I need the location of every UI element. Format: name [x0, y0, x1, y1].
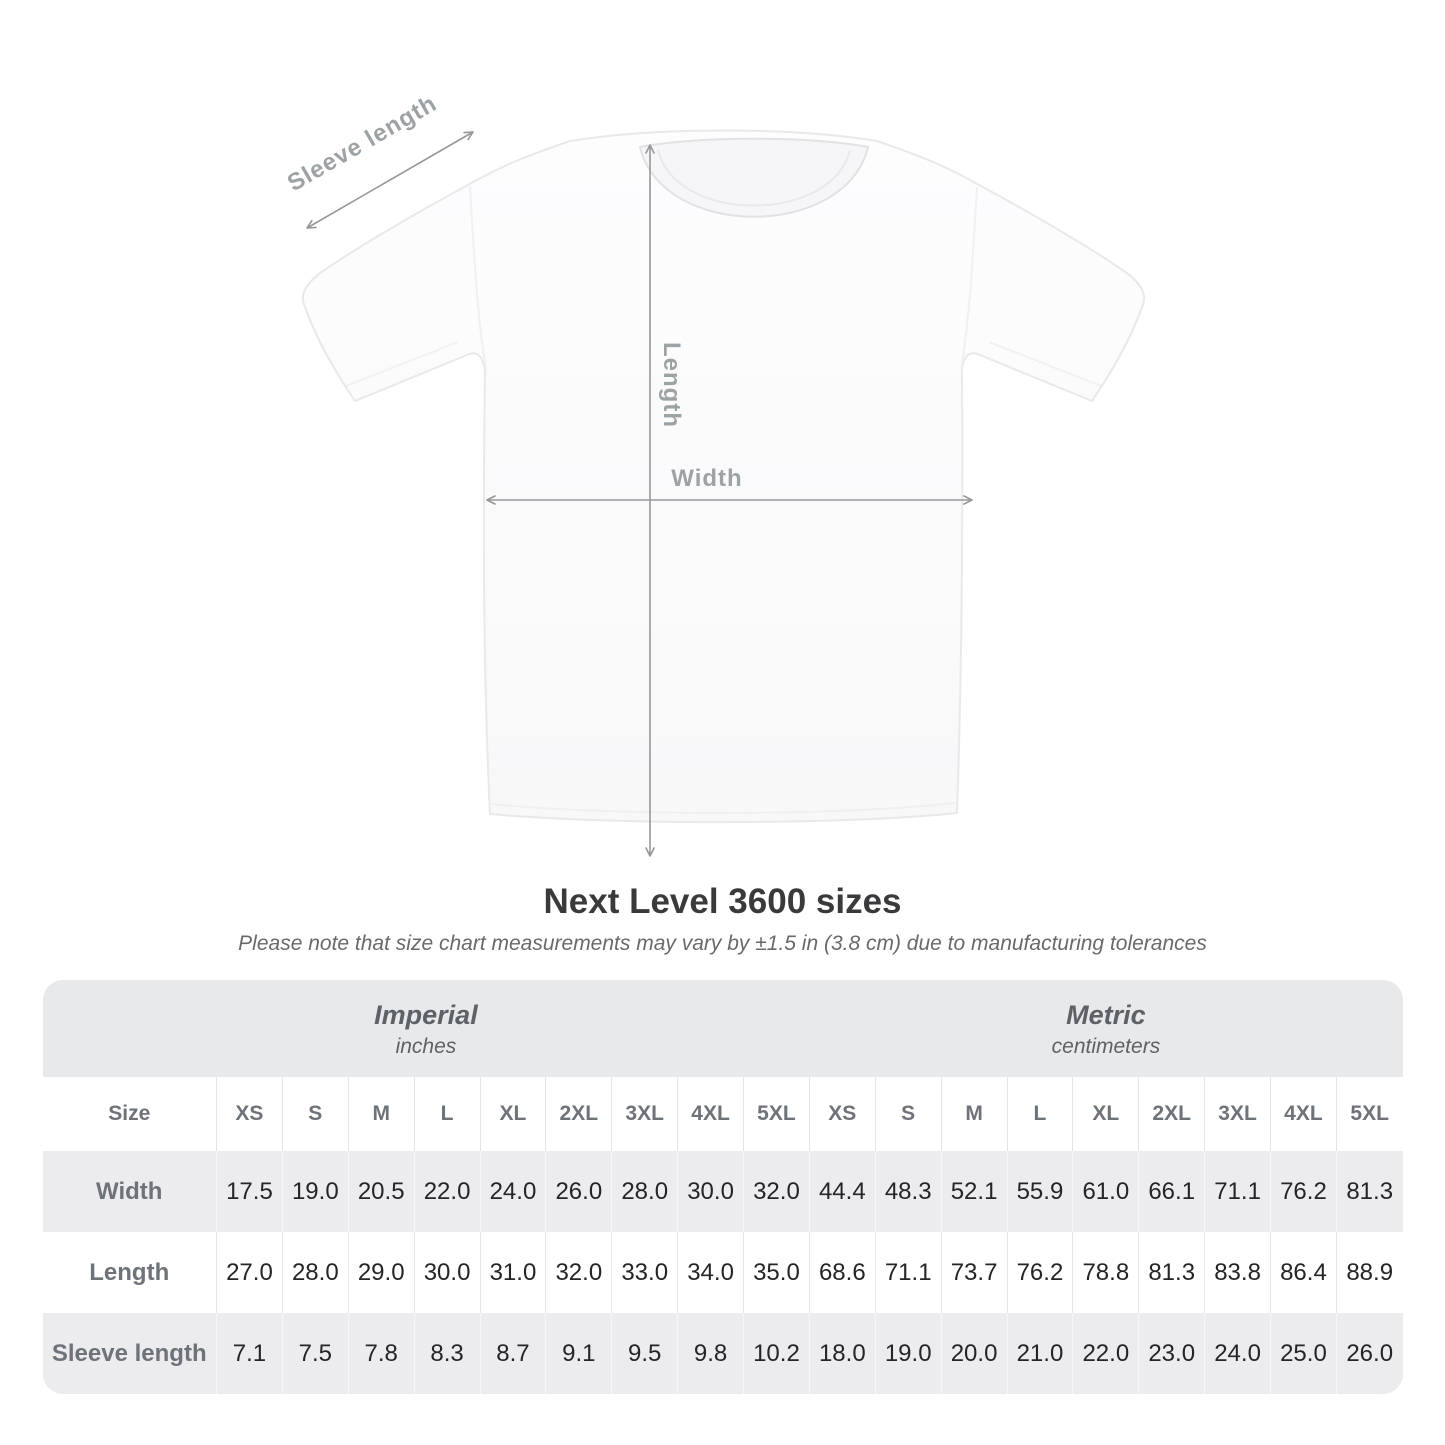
col-header: XL — [480, 1077, 546, 1151]
table-cell: 20.5 — [348, 1151, 414, 1232]
table-cell: 25.0 — [1271, 1313, 1337, 1394]
table-cell: 30.0 — [678, 1151, 744, 1232]
table-cell: 29.0 — [348, 1232, 414, 1313]
table-cell: 24.0 — [480, 1151, 546, 1232]
imperial-label: Imperial — [374, 999, 478, 1030]
metric-group-header — [809, 980, 1402, 1077]
table-cell: 73.7 — [941, 1232, 1007, 1313]
metric-label: Metric — [1066, 999, 1146, 1030]
table-cell: 9.8 — [678, 1313, 744, 1394]
table-cell: 22.0 — [1073, 1313, 1139, 1394]
table-cell: 20.0 — [941, 1313, 1007, 1394]
col-header: M — [941, 1077, 1007, 1151]
length-row — [43, 1232, 1403, 1313]
table-cell: 19.0 — [282, 1151, 348, 1232]
table-cell: 31.0 — [480, 1232, 546, 1313]
table-cell: 32.0 — [546, 1232, 612, 1313]
sleeve-length-row — [43, 1313, 1403, 1394]
table-cell: 76.2 — [1271, 1151, 1337, 1232]
col-header: 4XL — [1271, 1077, 1337, 1151]
table-cell: 33.0 — [612, 1232, 678, 1313]
table-cell: 7.5 — [282, 1313, 348, 1394]
table-cell: 34.0 — [678, 1232, 744, 1313]
table-cell: 71.1 — [1205, 1151, 1271, 1232]
table-cell: 76.2 — [1007, 1232, 1073, 1313]
unit-group-header-row — [43, 980, 1403, 1077]
table-cell: 78.8 — [1073, 1232, 1139, 1313]
table-cell: 61.0 — [1073, 1151, 1139, 1232]
col-header: 5XL — [1336, 1077, 1402, 1151]
table-cell: 22.0 — [414, 1151, 480, 1232]
metric-unit: centimeters — [1051, 1034, 1161, 1058]
size-header-row — [43, 1077, 1403, 1151]
table-cell: 24.0 — [1205, 1313, 1271, 1394]
table-cell: 8.7 — [480, 1313, 546, 1394]
table-cell: 23.0 — [1139, 1313, 1205, 1394]
table-cell: 21.0 — [1007, 1313, 1073, 1394]
table-cell: 71.1 — [875, 1232, 941, 1313]
table-cell: 26.0 — [546, 1151, 612, 1232]
table-cell: 19.0 — [875, 1313, 941, 1394]
col-header: XS — [809, 1077, 875, 1151]
col-header: XL — [1073, 1077, 1139, 1151]
table-cell: 81.3 — [1139, 1232, 1205, 1313]
size-chart-table-container — [43, 980, 1403, 1394]
row-label: Sleeve length — [43, 1313, 217, 1394]
table-cell: 9.5 — [612, 1313, 678, 1394]
table-cell: 86.4 — [1271, 1232, 1337, 1313]
imperial-unit: inches — [395, 1034, 457, 1058]
table-cell: 8.3 — [414, 1313, 480, 1394]
row-label: Length — [43, 1232, 217, 1313]
col-header: 3XL — [1205, 1077, 1271, 1151]
table-cell: 81.3 — [1336, 1151, 1402, 1232]
length-arrow-label: Length — [658, 342, 685, 428]
table-cell: 18.0 — [809, 1313, 875, 1394]
page-title: Next Level 3600 sizes — [543, 882, 902, 921]
table-cell: 10.2 — [744, 1313, 810, 1394]
col-header: S — [875, 1077, 941, 1151]
col-header: 2XL — [1139, 1077, 1205, 1151]
table-cell: 52.1 — [941, 1151, 1007, 1232]
sleeve-length-arrow-label: Sleeve length — [282, 89, 442, 198]
table-cell: 44.4 — [809, 1151, 875, 1232]
table-cell: 32.0 — [744, 1151, 810, 1232]
col-header: 4XL — [678, 1077, 744, 1151]
col-header: L — [414, 1077, 480, 1151]
width-arrow-label: Width — [671, 465, 743, 492]
col-header: 5XL — [744, 1077, 810, 1151]
table-cell: 28.0 — [612, 1151, 678, 1232]
table-cell: 83.8 — [1205, 1232, 1271, 1313]
table-cell: 17.5 — [217, 1151, 283, 1232]
table-cell: 48.3 — [875, 1151, 941, 1232]
table-cell: 7.8 — [348, 1313, 414, 1394]
row-label: Width — [43, 1151, 217, 1232]
table-cell: 9.1 — [546, 1313, 612, 1394]
tolerance-note: Please note that size chart measurements may vary by ±1.5 in (3.8 cm) due to manufacturing tolerances — [238, 932, 1207, 956]
table-cell: 27.0 — [217, 1232, 283, 1313]
size-chart-table — [43, 980, 1403, 1394]
col-header: M — [348, 1077, 414, 1151]
col-header: 2XL — [546, 1077, 612, 1151]
table-cell: 35.0 — [744, 1232, 810, 1313]
imperial-group-header — [43, 980, 810, 1077]
table-cell: 68.6 — [809, 1232, 875, 1313]
table-cell: 55.9 — [1007, 1151, 1073, 1232]
table-cell: 88.9 — [1336, 1232, 1402, 1313]
col-header: XS — [217, 1077, 283, 1151]
col-header: 3XL — [612, 1077, 678, 1151]
col-header-size: Size — [43, 1077, 217, 1151]
table-cell: 66.1 — [1139, 1151, 1205, 1232]
col-header: S — [282, 1077, 348, 1151]
table-cell: 26.0 — [1336, 1313, 1402, 1394]
table-cell: 7.1 — [217, 1313, 283, 1394]
col-header: L — [1007, 1077, 1073, 1151]
width-row — [43, 1151, 1403, 1232]
table-cell: 28.0 — [282, 1232, 348, 1313]
table-cell: 30.0 — [414, 1232, 480, 1313]
